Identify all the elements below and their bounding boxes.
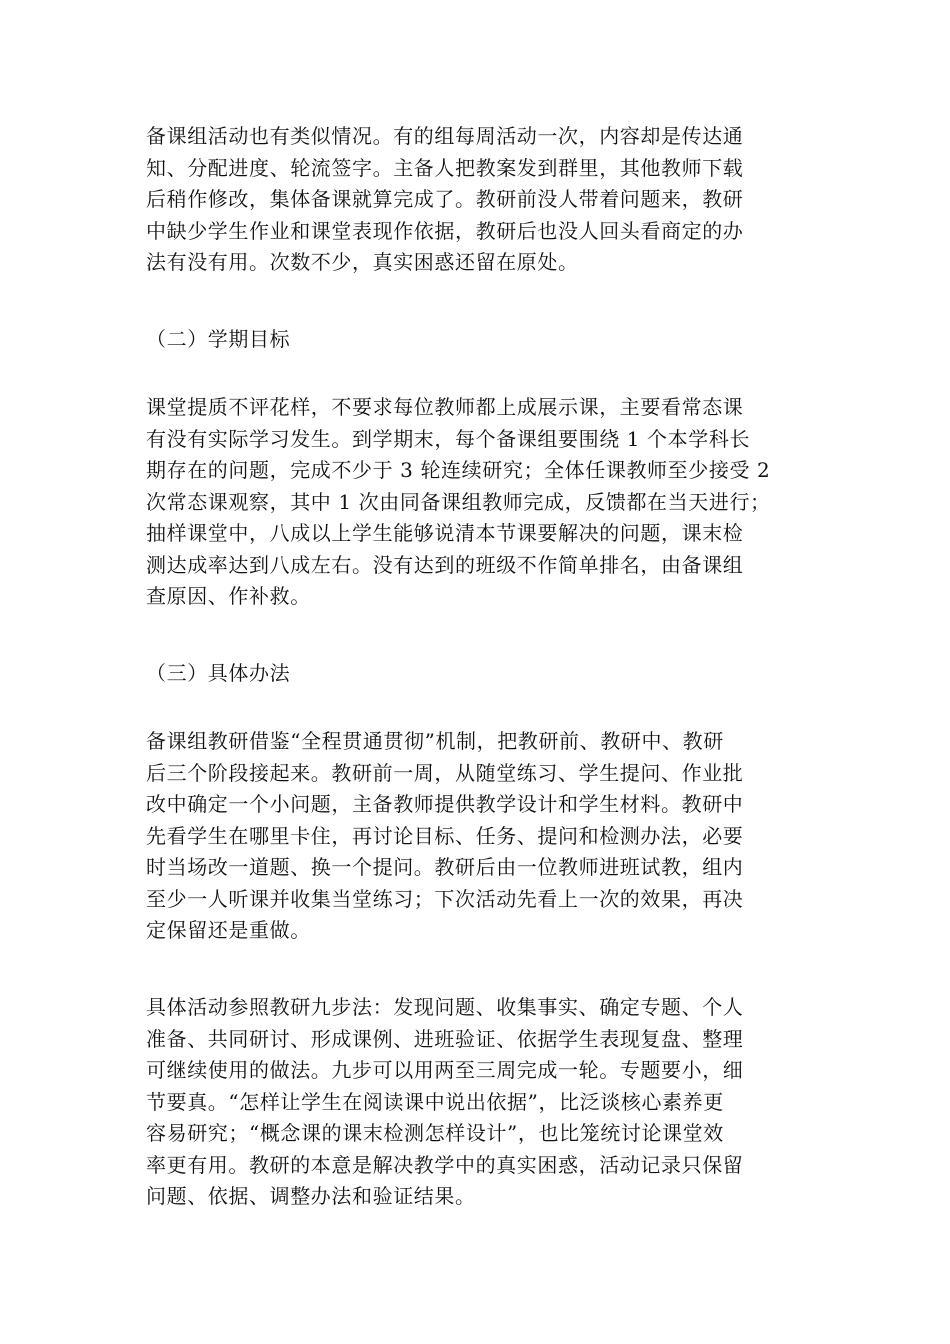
section-heading-semester-goals	[146, 324, 806, 356]
text-line: 期存在的问题，完成不少于 3 轮连续研究；全体任课教师至少接受 2	[146, 458, 771, 482]
text-line: 测达成率达到八成左右。没有达到的班级不作简单排名，由备课组	[146, 552, 744, 577]
text-line: 后三个阶段接起来。教研前一周，从随堂练习、学生提问、作业批	[146, 760, 744, 785]
paragraph-activities	[146, 121, 806, 279]
text-line: 抽样课堂中，八成以上学生能够说清本节课要解决的问题，课末检	[146, 521, 744, 545]
text-line: 容易研究；“概念课的课末检测怎样设计”，也比笼统讨论课堂效	[146, 1121, 724, 1145]
paragraph-nine-steps	[146, 992, 806, 1213]
text-line: 先看学生在哪里卡住，再讨论目标、任务、提问和检测办法，必要	[146, 823, 744, 848]
text-line: 问题、依据、调整办法和验证结果。	[146, 1184, 476, 1208]
paragraph-semester-goals	[146, 392, 806, 613]
text-line: 定保留还是重做。	[146, 918, 311, 942]
heading-text: （三）具体办法	[146, 661, 291, 685]
text-line: 备课组活动也有类似情况。有的组每周活动一次，内容却是传达通	[146, 124, 744, 148]
text-line: 法有没有用。次数不少，真实困惑还留在原处。	[146, 250, 579, 274]
text-line: 次常态课观察，其中 1 次由同备课组教师完成，反馈都在当天进行；	[146, 489, 771, 514]
text-line: 有没有实际学习发生。到学期末，每个备课组要围绕 1 个本学科长	[146, 426, 751, 451]
text-line: 具体活动参照教研九步法：发现问题、收集事实、确定专题、个人	[146, 995, 744, 1019]
text-line: 备课组教研借鉴“全程贯通贯彻”机制，把教研前、教研中、教研	[146, 729, 724, 753]
text-line: 至少一人听课并收集当堂练习；下次活动先看上一次的效果，再决	[146, 886, 744, 911]
text-line: 查原因、作补救。	[146, 584, 311, 608]
text-line: 课堂提质不评花样，不要求每位教师都上成展示课，主要看常态课	[146, 395, 744, 419]
text-line: 后稍作修改，集体备课就算完成了。教研前没人带着问题来，教研	[146, 187, 744, 211]
paragraph-specific-methods	[146, 726, 806, 947]
heading-text: （二）学期目标	[146, 327, 291, 351]
text-line: 准备、共同研讨、形成课例、进班验证、依据学生表现复盘、整理	[146, 1026, 744, 1051]
section-heading-specific-methods	[146, 658, 806, 690]
text-line: 改中确定一个小问题，主备教师提供教学设计和学生材料。教研中	[146, 792, 744, 816]
text-line: 可继续使用的做法。九步可以用两至三周完成一轮。专题要小，细	[146, 1058, 744, 1082]
text-line: 时当场改一道题、换一个提问。教研后由一位教师进班试教，组内	[146, 855, 744, 879]
text-line: 知、分配进度、轮流签字。主备人把教案发到群里，其他教师下载	[146, 155, 744, 180]
text-line: 中缺少学生作业和课堂表现作依据，教研后也没人回头看商定的办	[146, 218, 744, 243]
text-line: 率更有用。教研的本意是解决教学中的真实困惑，活动记录只保留	[146, 1152, 744, 1177]
text-line: 节要真。“怎样让学生在阅读课中说出依据”，比泛谈核心素养更	[146, 1089, 724, 1114]
